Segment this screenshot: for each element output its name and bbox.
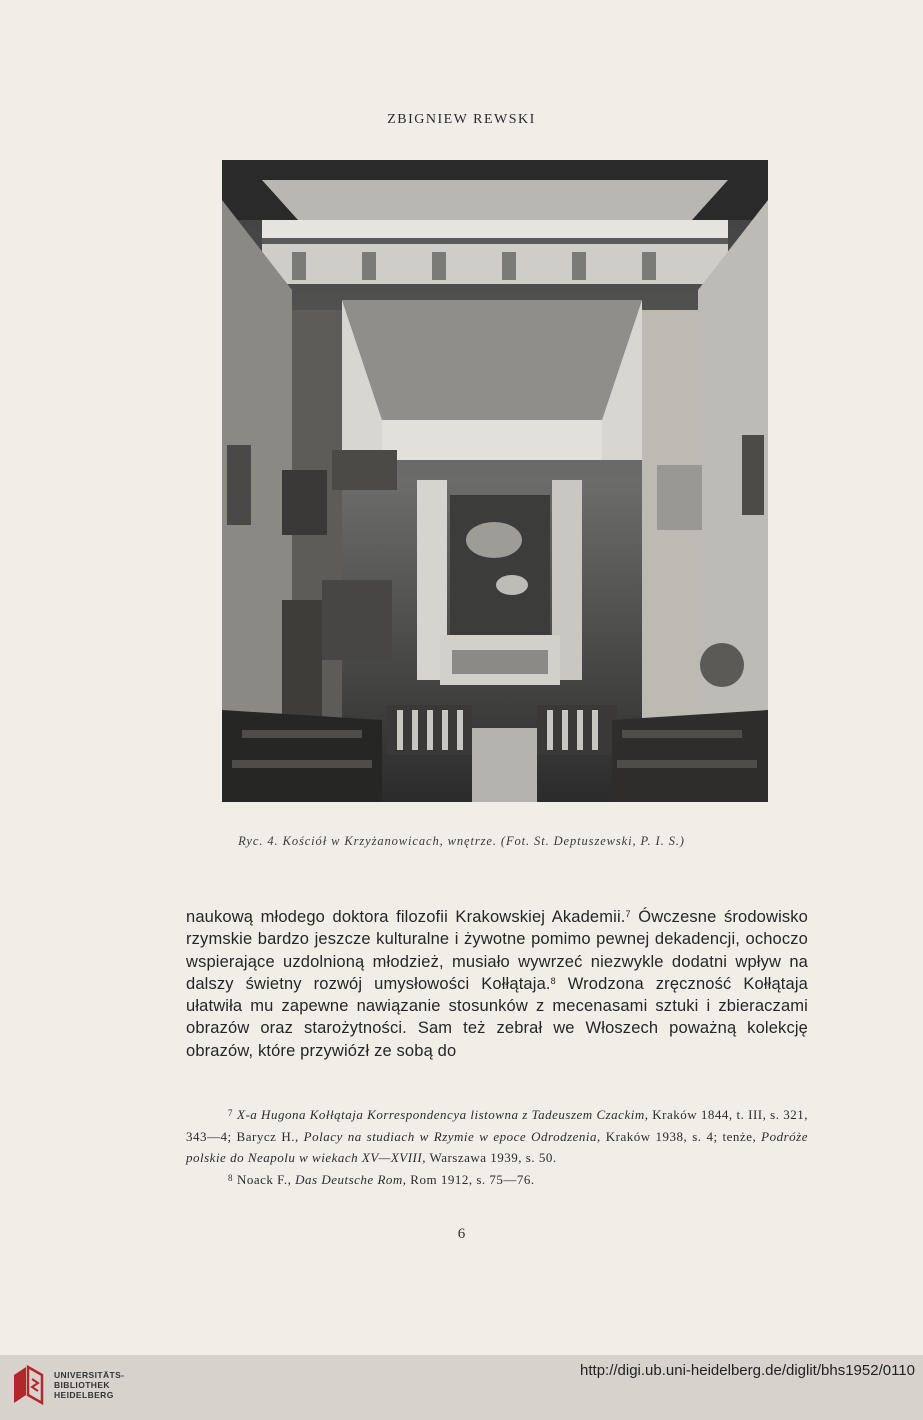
footnote-ref-7[interactable]: 7 bbox=[625, 909, 631, 919]
footnote-italic-title: Polacy na studiach w Rzymie w epoce Odrodzenia, bbox=[303, 1128, 601, 1144]
footnote-italic-title: X-a Hugona Kołłątaja Korrespondencya listowna z Tadeuszem Czackim, bbox=[237, 1107, 649, 1122]
footnote-number: 8 bbox=[228, 1172, 233, 1183]
footnote-text: Kraków 1844, t. III, s. 321, 343—4; Barycz H., bbox=[186, 1107, 808, 1144]
page-number: 6 bbox=[457, 1226, 466, 1242]
footnote-text: Kraków 1938, s. 4; tenże, bbox=[600, 1128, 762, 1144]
church-interior-photo bbox=[222, 160, 768, 802]
footnote-number: 7 bbox=[228, 1108, 233, 1118]
footnote-italic-title: Podróże polskie do Neapolu w wiekach XV—XVIII, bbox=[186, 1128, 809, 1165]
university-library-logo-icon[interactable] bbox=[12, 1365, 48, 1407]
library-name-line: HEIDELBERG bbox=[54, 1390, 114, 1400]
library-name bbox=[54, 1370, 124, 1400]
footnote-7 bbox=[186, 1104, 808, 1169]
figure-caption: Ryc. 4. Kościół w Krzyżanowicach, wnętrze. (Fot. St. Deptuszewski, P. I. S.) bbox=[238, 834, 685, 848]
body-text-part-1: naukową młodego doktora filozofii Krakowskiej Akademii. bbox=[186, 908, 626, 926]
body-paragraph bbox=[186, 906, 808, 1062]
body-text-part-3: Wrodzona zręczność Kołłątaja ułatwiła mu zapewne nawiązanie stosunków z mecenasami sztuki i zbieraczami obrazów oraz starożytności. Sam też zebrał we Włoszech poważną kolekcję obrazów, które przywiózł ze sobą do bbox=[186, 974, 808, 1060]
footnote-text: Noack F., bbox=[237, 1171, 296, 1187]
footnote-text: Rom 1912, s. 75—76. bbox=[406, 1171, 535, 1187]
body-text-part-2: Ówczesne środowisko rzymskie bardzo jeszcze kulturalne i żywotne pomimo pewnej dekadencji, ochoczo wspierające uzdolnioną młodzież, musiało wywrzeć niezwykle dodatni wpływ na dalszy świetny rozwój umysłowości Kołłątaja. bbox=[186, 908, 809, 993]
permalink-url[interactable]: http://digi.ub.uni-heidelberg.de/diglit/bhs1952/0110 bbox=[580, 1362, 915, 1379]
running-head: ZBIGNIEW REWSKI bbox=[387, 112, 536, 127]
footnote-ref-8[interactable]: 8 bbox=[550, 975, 556, 986]
library-name-line: BIBLIOTHEK bbox=[54, 1380, 110, 1390]
logo-shape bbox=[14, 1367, 26, 1403]
footnotes bbox=[186, 1104, 808, 1190]
logo-shape bbox=[32, 1379, 38, 1391]
footnote-italic-title: Das Deutsche Rom, bbox=[295, 1171, 407, 1187]
library-name-line: UNIVERSITÄTS- bbox=[54, 1370, 125, 1380]
footnote-8 bbox=[186, 1169, 808, 1191]
footnote-text: Warszawa 1939, s. 50. bbox=[425, 1150, 557, 1165]
